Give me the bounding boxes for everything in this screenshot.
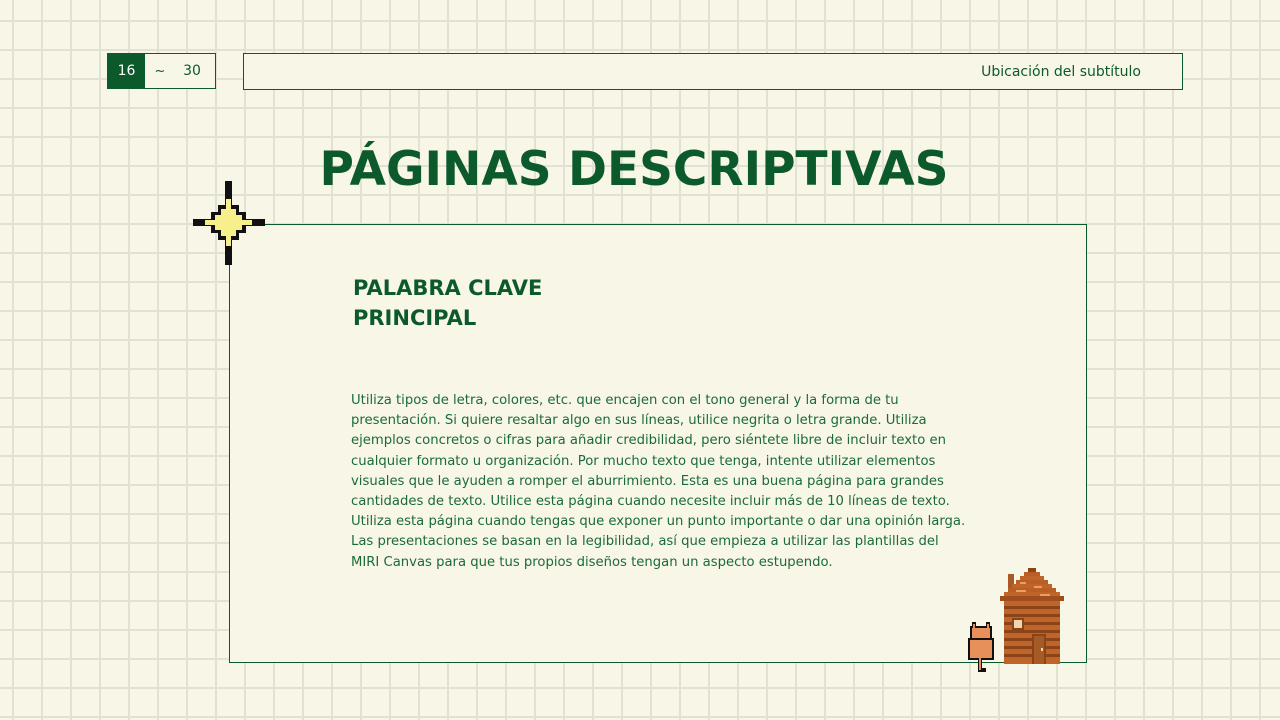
- page-separator: ~: [154, 63, 166, 79]
- pixel-cat-icon: [966, 620, 998, 676]
- keyword-line-1: PALABRA CLAVE: [353, 276, 543, 300]
- body-paragraph: Utiliza tipos de letra, colores, etc. que encajen con el tono general y la forma de tu presentación. Si quiere resaltar algo en sus líneas, utilice negrita o letra grande. Utiliza ejemplos concretos o cifras para añadir credibilidad, pero siéntete libre de incluir texto en cualquier formato u organización. Por mucho texto que tenga, intente utilizar elementos visuales que le ayuden a romper el aburrimiento. Esta es una buena página para grandes cantidades de texto. Utilice esta página cuando necesite incluir más de 10 líneas de texto. Utiliza esta página cuando tengas que exponer un punto importante o dar una opinión larga. Las presentaciones se basan en la legibilidad, así que empieza a utilizar las plantillas del MIRI Canvas para que tus propios diseños tengan un aspecto estupendo.: [351, 393, 966, 570]
- subtitle-text: Ubicación del subtítulo: [981, 63, 1141, 80]
- pixel-sparkle-icon: [193, 181, 265, 265]
- page-total-number: 30: [183, 63, 201, 79]
- page-counter: [107, 53, 216, 89]
- subtitle-bar: [243, 53, 1183, 90]
- keyword-line-2: PRINCIPAL: [353, 306, 477, 330]
- keyword-heading: [353, 273, 613, 333]
- pixel-cabin-icon: [990, 568, 1074, 664]
- page-current-number: 16: [108, 54, 145, 88]
- page-title: PÁGINAS DESCRIPTIVAS: [319, 142, 949, 197]
